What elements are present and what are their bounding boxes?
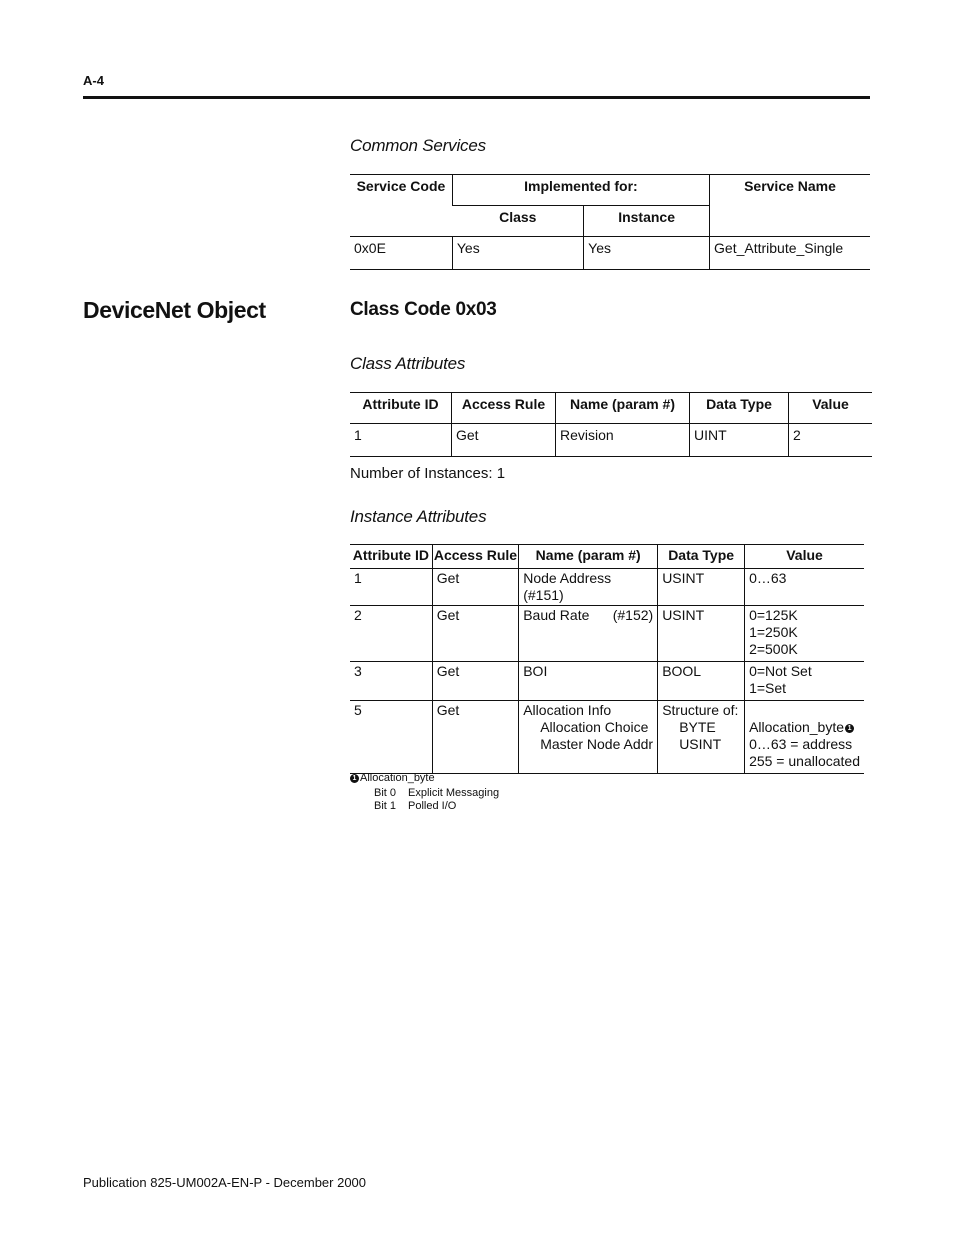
- common-services-caption: Common Services: [350, 136, 486, 155]
- instance-attributes-caption: Instance Attributes: [350, 507, 487, 526]
- page-number: A-4: [83, 73, 104, 88]
- cell-data-type: BOOL: [658, 662, 745, 701]
- header-implemented-for: Implemented for:: [452, 175, 709, 206]
- table-row: [350, 606, 864, 662]
- table-row: [350, 237, 870, 270]
- header-value: Value: [745, 545, 864, 569]
- cell-instance: Yes: [584, 237, 710, 270]
- footnote-marker-icon: 1: [845, 724, 854, 733]
- cell-access-rule: Get: [432, 569, 518, 606]
- table-row: [350, 569, 864, 606]
- header-name: Name (param #): [556, 393, 690, 424]
- cell-class: Yes: [452, 237, 583, 270]
- common-services-table: [350, 174, 870, 270]
- header-instance: Instance: [584, 206, 710, 237]
- class-attributes-caption: Class Attributes: [350, 354, 466, 373]
- header-rule: [83, 96, 870, 99]
- cell-data-type: UINT: [690, 424, 789, 457]
- footnote-bit-row: Bit 0 Explicit Messaging: [374, 787, 500, 799]
- header-attribute-id: Attribute ID: [350, 545, 432, 569]
- cell-data-type: USINT: [658, 606, 745, 662]
- footnote-title: 1 Allocation_byte: [350, 772, 499, 784]
- cell-name: BOI: [519, 662, 658, 701]
- cell-name: Revision: [556, 424, 690, 457]
- header-name: Name (param #): [519, 545, 658, 569]
- header-access-rule: Access Rule: [452, 393, 556, 424]
- header-value: Value: [789, 393, 873, 424]
- cell-data-type: Structure of: BYTE USINT: [658, 701, 745, 774]
- table-row: [350, 424, 872, 457]
- cell-value: 0=Not Set 1=Set: [745, 662, 864, 701]
- cell-access-rule: Get: [452, 424, 556, 457]
- cell-value: Allocation_byte 1 0…63 = address 255 = unallocated: [745, 701, 864, 774]
- cell-value: 0=125K 1=250K 2=500K: [745, 606, 864, 662]
- cell-value: 2: [789, 424, 873, 457]
- header-data-type: Data Type: [690, 393, 789, 424]
- header-access-rule: Access Rule: [432, 545, 518, 569]
- cell-service-code: 0x0E: [350, 237, 452, 270]
- header-attribute-id: Attribute ID: [350, 393, 452, 424]
- header-service-name: Service Name: [710, 175, 870, 237]
- cell-name: Node Address (#151): [519, 569, 658, 606]
- cell-attribute-id: 3: [350, 662, 432, 701]
- cell-name: Baud Rate (#152): [519, 606, 658, 662]
- cell-access-rule: Get: [432, 701, 518, 774]
- cell-attribute-id: 1: [350, 569, 432, 606]
- cell-value: 0…63: [745, 569, 864, 606]
- table-row: [350, 701, 864, 774]
- table-row: [350, 662, 864, 701]
- cell-attribute-id: 1: [350, 424, 452, 457]
- instances-note: Number of Instances: 1: [350, 465, 506, 482]
- cell-attribute-id: 5: [350, 701, 432, 774]
- cell-access-rule: Get: [432, 606, 518, 662]
- cell-name: Allocation Info Allocation Choice Master Node Addr: [519, 701, 658, 774]
- footer-publication: Publication 825-UM002A-EN-P - December 2000: [83, 1175, 367, 1190]
- section-title: DeviceNet Object: [83, 297, 266, 323]
- footnote-bit-row: Bit 1 Polled I/O: [374, 800, 457, 812]
- cell-access-rule: Get: [432, 662, 518, 701]
- cell-data-type: USINT: [658, 569, 745, 606]
- header-class: Class: [452, 206, 583, 237]
- footnote: [350, 772, 499, 812]
- footnote-marker-icon: 1: [350, 774, 359, 783]
- class-attributes-table: [350, 392, 872, 457]
- header-service-code: Service Code: [350, 175, 452, 237]
- header-data-type: Data Type: [658, 545, 745, 569]
- instance-attributes-table: [350, 544, 864, 774]
- cell-attribute-id: 2: [350, 606, 432, 662]
- class-code-title: Class Code 0x03: [350, 299, 497, 320]
- cell-service-name: Get_Attribute_Single: [710, 237, 870, 270]
